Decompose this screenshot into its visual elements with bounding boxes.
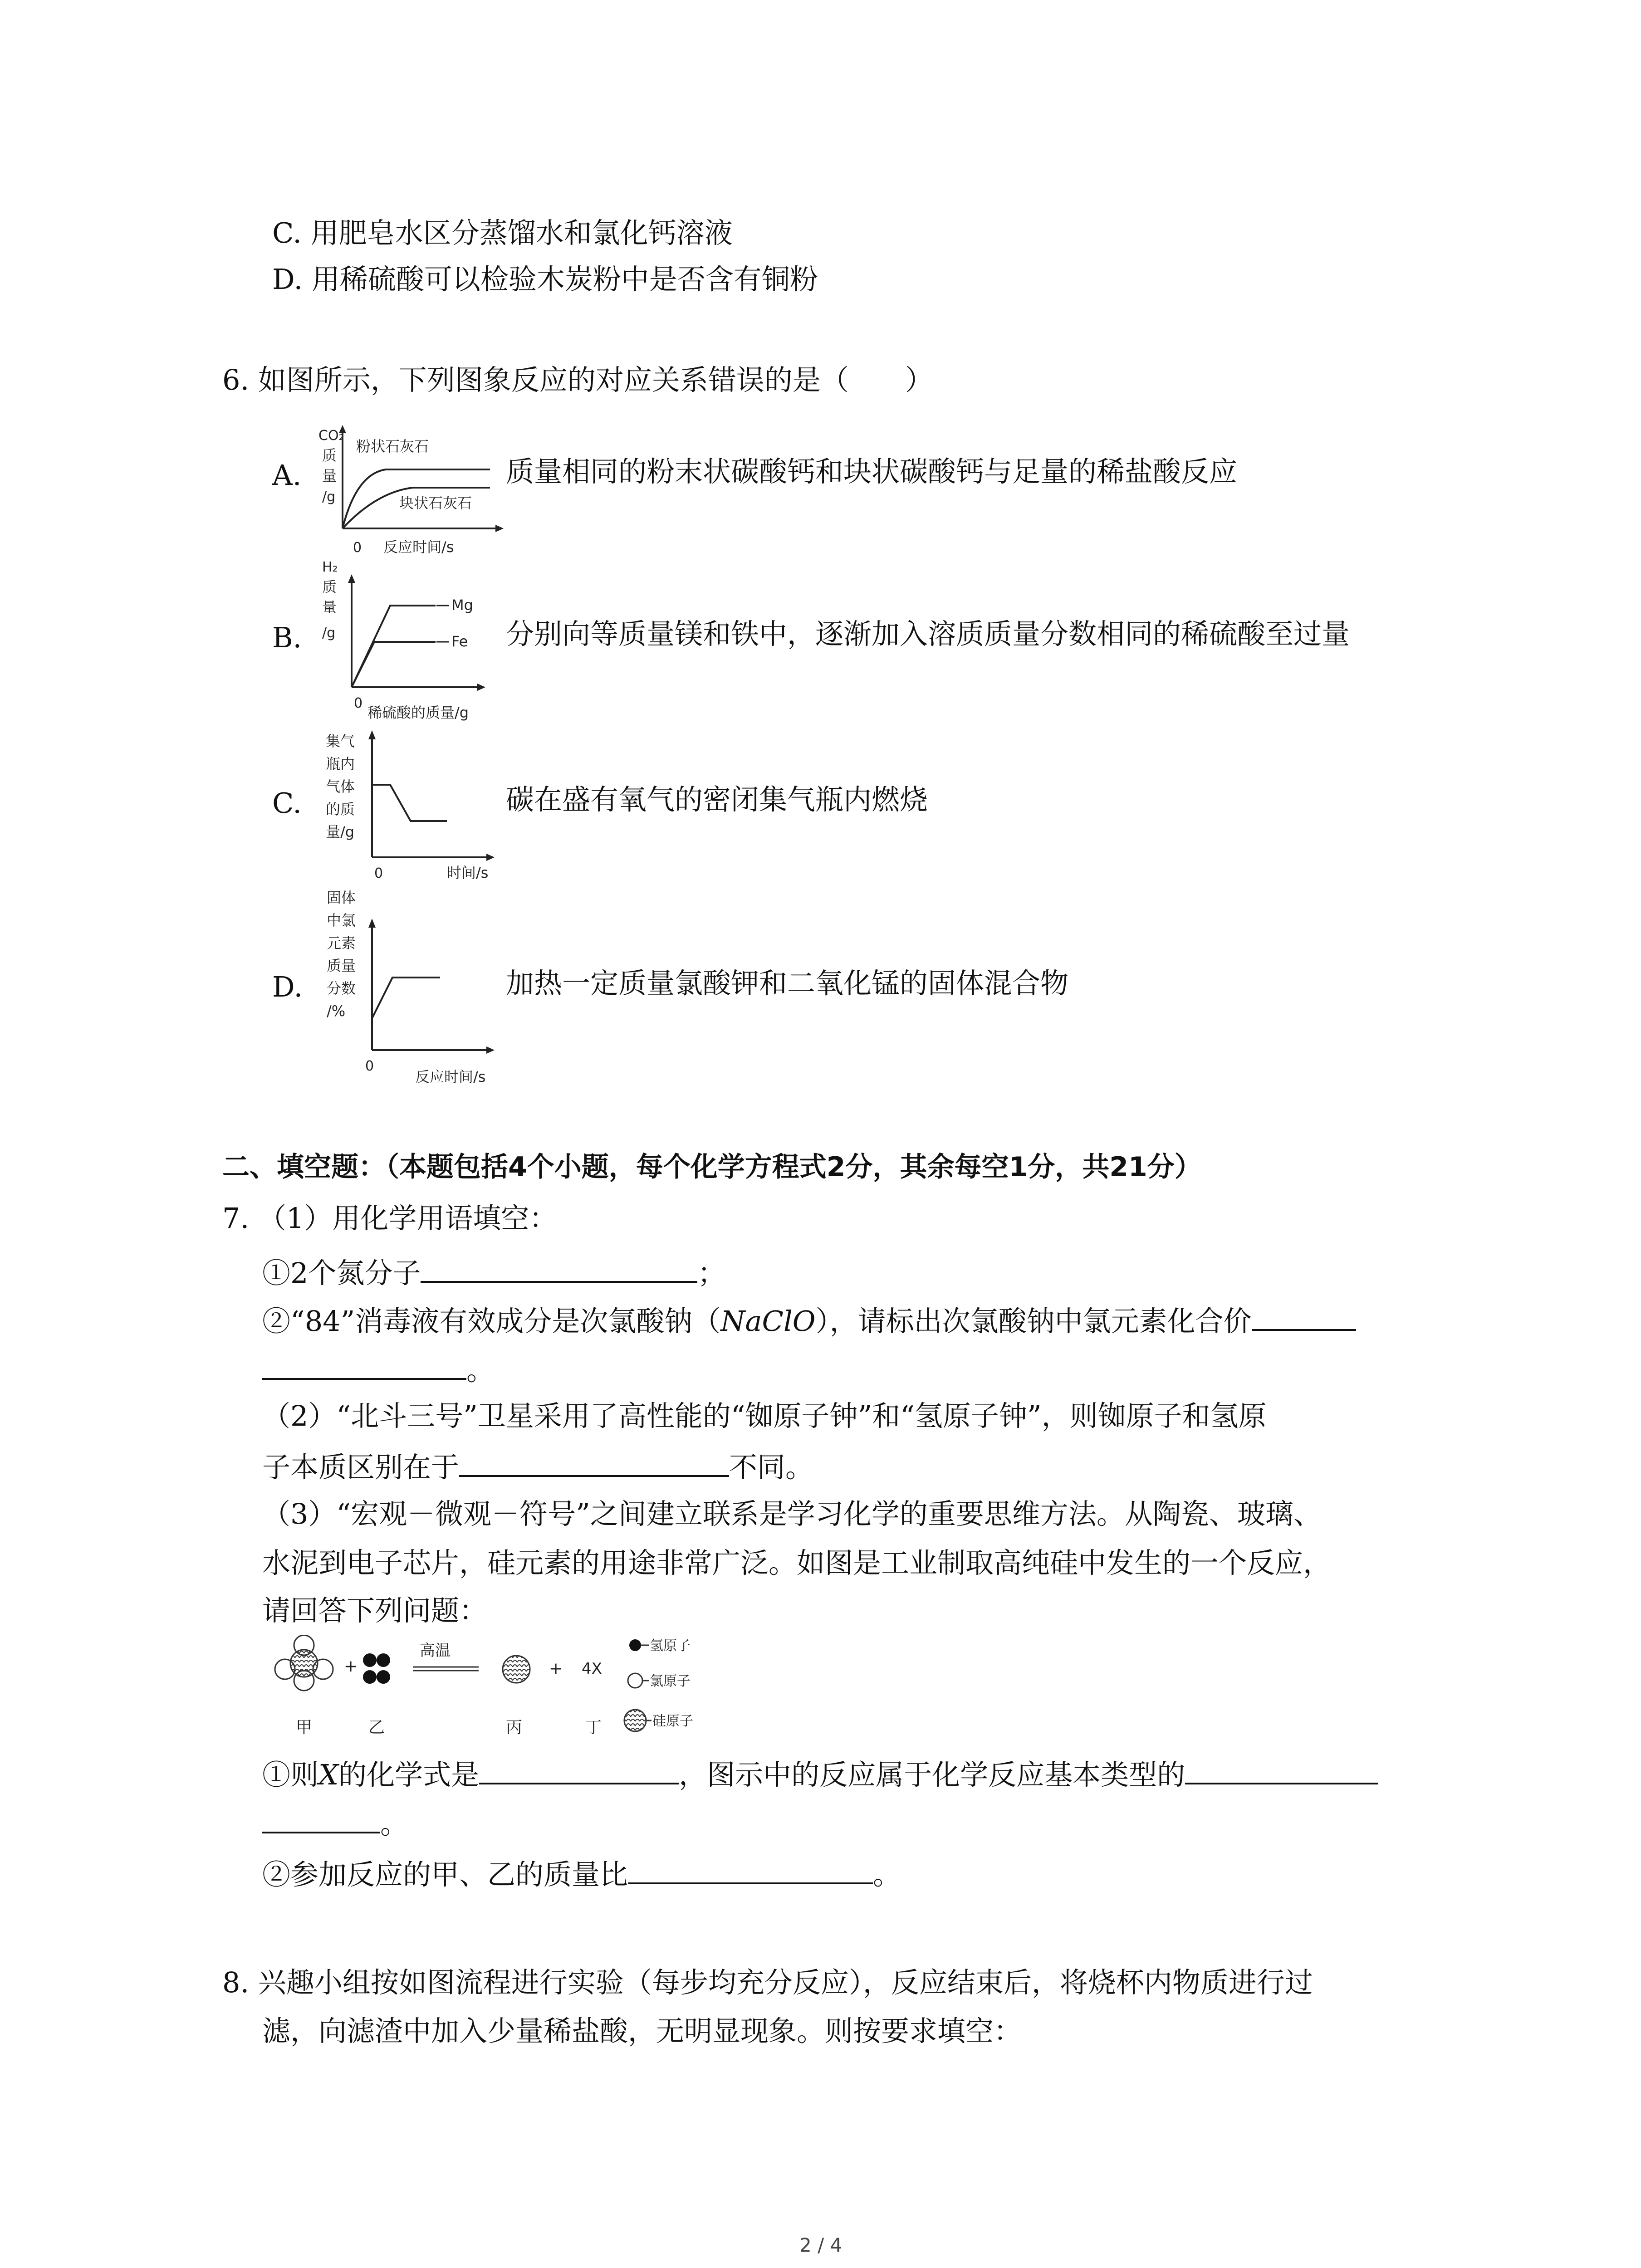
graph-b-ylabel-4: /g <box>322 625 336 641</box>
graph-d-ylabel-1: 固体 <box>327 889 356 906</box>
q7-p1-2-blank-a[interactable] <box>1252 1302 1356 1331</box>
product-coefficient: 4X <box>582 1660 602 1678</box>
q7-q1-text-b: 的化学式是 <box>338 1758 480 1791</box>
label-jia: 甲 <box>296 1718 313 1737</box>
q7-q1-text-a: ①则 <box>262 1758 319 1791</box>
label-ding: 丁 <box>585 1718 602 1737</box>
label-bing: 丙 <box>506 1718 523 1737</box>
q6-stem: 6. 如图所示，下列图象反应的对应关系错误的是（ ） <box>222 363 933 396</box>
q7-part3-q1-line1 <box>262 1755 1378 1792</box>
q7-q1-blank-a[interactable] <box>479 1755 679 1784</box>
q7-p2-blank[interactable] <box>459 1448 729 1477</box>
graph-d-ylabel-3: 元素 <box>327 934 356 952</box>
q6-option-a-letter: A. <box>272 459 302 492</box>
q7-p1-2-formula: NaClO <box>720 1305 816 1338</box>
graph-b-ylabel-1: H₂ <box>322 559 338 575</box>
graph-a-ylabel-1: CO₂ <box>318 428 344 444</box>
graph-a-xlabel: 反应时间/s <box>383 538 454 556</box>
graph-b-ylabel-3: 量 <box>322 599 337 616</box>
q6-graph-d <box>318 887 508 1091</box>
q5-option-c: C. 用肥皂水区分蒸馏水和氯化钙溶液 <box>272 216 733 249</box>
q7-q2-blank[interactable] <box>628 1855 873 1884</box>
legend-silicon: 硅原子 <box>652 1713 693 1729</box>
q6-option-d-text: 加热一定质量氯酸钾和二氧化锰的固体混合物 <box>506 967 1069 1000</box>
q7-p1-1-text: ①2个氮分子 <box>262 1256 421 1290</box>
q6-option-c-letter: C. <box>272 787 302 820</box>
graph-b-xlabel: 稀硫酸的质量/g <box>367 704 469 721</box>
reactant-jia-molecule <box>275 1635 333 1691</box>
q7-part1-line3 <box>262 1351 495 1388</box>
label-yi: 乙 <box>368 1718 385 1737</box>
q7-p2-text-a: 子本质区别在于 <box>262 1451 460 1484</box>
graph-a-origin: 0 <box>353 540 362 556</box>
section-2-title: 二、填空题：（本题包括4个小题，每个化学方程式2分，其余每空1分，共21分） <box>222 1151 1202 1183</box>
q7-p2-text-b: 不同。 <box>729 1451 814 1484</box>
q8-line1: 8. 兴趣小组按如图流程进行实验（每步均充分反应），反应结束后，将烧杯内物质进行过 <box>222 1966 1313 1999</box>
reactant-yi-molecules <box>363 1653 390 1684</box>
graph-a-ylabel-2: 质 <box>322 447 337 464</box>
graph-d-ylabel-6: /% <box>327 1002 346 1020</box>
q7-part3-q1-line2 <box>262 1804 408 1841</box>
q7-q1-var: X <box>318 1758 339 1791</box>
q6-option-b-text: 分别向等质量镁和铁中，逐渐加入溶质质量分数相同的稀硫酸至过量 <box>506 617 1350 650</box>
q6-option-a-text: 质量相同的粉末状碳酸钙和块状碳酸钙与足量的稀盐酸反应 <box>506 455 1238 488</box>
q7-p1-2-end: 。 <box>466 1354 495 1387</box>
q7-part1-line1 <box>262 1254 725 1290</box>
graph-a-ylabel-4: /g <box>322 489 336 505</box>
graph-b-ylabel-2: 质 <box>322 578 337 596</box>
q7-p1-2-blank-b[interactable] <box>262 1351 466 1380</box>
q7-part2-line1: （2）“北斗三号”卫星采用了高性能的“铷原子钟”和“氢原子钟”，则铷原子和氢原 <box>262 1399 1267 1432</box>
q7-part3-q2 <box>262 1855 901 1892</box>
graph-c-ylabel-1: 集气 <box>326 733 355 750</box>
q5-option-d: D. 用稀硫酸可以检验木炭粉中是否含有铜粉 <box>272 263 818 296</box>
q7-part2-line2 <box>262 1448 813 1485</box>
graph-c-ylabel-4: 的质 <box>326 801 355 818</box>
q7-q1-text-c: ，图示中的反应属于化学反应基本类型的 <box>679 1758 1185 1791</box>
q8-line2: 滤，向滤渣中加入少量稀盐酸，无明显现象。则按要求填空： <box>262 2014 1022 2048</box>
graph-c-xlabel: 时间/s <box>447 864 489 881</box>
graph-d-xlabel: 反应时间/s <box>415 1068 486 1085</box>
graph-d-ylabel-4: 质量 <box>327 957 356 974</box>
graph-a-ylabel-3: 量 <box>322 467 337 484</box>
graph-a-curve2-label: 块状石灰石 <box>399 494 472 512</box>
reaction-condition: 高温 <box>420 1642 451 1660</box>
q7-p1-1-end: ； <box>697 1256 726 1290</box>
product-bing-atom <box>503 1656 530 1683</box>
q6-graph-b <box>318 558 508 726</box>
q6-option-c-text: 碳在盛有氧气的密闭集气瓶内燃烧 <box>506 783 928 816</box>
legend-hydrogen: 氢原子 <box>650 1638 691 1654</box>
graph-c-ylabel-5: 量/g <box>326 823 355 841</box>
graph-b-origin: 0 <box>354 695 363 711</box>
q7-part3-line1: （3）“宏观－微观－符号”之间建立联系是学习化学的重要思维方法。从陶瓷、玻璃、 <box>262 1497 1322 1530</box>
q6-option-d-letter: D. <box>272 970 303 1003</box>
q7-part3-line3: 请回答下列问题： <box>262 1594 488 1627</box>
q7-q1-blank-b2[interactable] <box>262 1804 380 1833</box>
q7-p1-1-blank[interactable] <box>421 1254 697 1283</box>
q7-reaction-diagram <box>268 1635 776 1753</box>
q6-graph-a <box>318 420 508 556</box>
page-number: 2 / 4 <box>799 2234 843 2256</box>
q6-option-b-letter: B. <box>272 621 302 654</box>
graph-c-ylabel-2: 瓶内 <box>326 755 355 772</box>
plus-sign-1: + <box>344 1657 358 1676</box>
q7-part1-line2 <box>262 1302 1356 1339</box>
graph-d-ylabel-2: 中氯 <box>327 912 356 929</box>
legend-chlorine: 氯原子 <box>650 1673 691 1689</box>
graph-c-ylabel-3: 气体 <box>326 778 355 795</box>
q7-q1-end: 。 <box>380 1807 409 1840</box>
q6-graph-c <box>318 726 508 894</box>
graph-d-origin: 0 <box>365 1058 374 1074</box>
q7-p1-2-text-b: ），请标出次氯酸钠中氯元素化合价 <box>815 1305 1252 1338</box>
graph-b-curve1-label: Mg <box>451 596 473 614</box>
graph-c-origin: 0 <box>374 865 383 881</box>
q7-p1-2-text-a: ②“84”消毒液有效成分是次氯酸钠（ <box>262 1305 721 1338</box>
q7-head: 7. （1）用化学用语填空： <box>222 1202 558 1235</box>
graph-d-ylabel-5: 分数 <box>327 980 356 997</box>
q7-part3-line2: 水泥到电子芯片，硅元素的用途非常广泛。如图是工业制取高纯硅中发生的一个反应， <box>262 1546 1332 1579</box>
q7-q1-blank-b1[interactable] <box>1185 1755 1378 1784</box>
graph-b-curve2-label: Fe <box>451 633 468 650</box>
graph-a-curve1-label: 粉状石灰石 <box>356 438 429 455</box>
q7-q2-end: 。 <box>873 1858 901 1891</box>
plus-sign-2: + <box>549 1659 563 1678</box>
q7-q2-text: ②参加反应的甲、乙的质量比 <box>262 1858 628 1891</box>
